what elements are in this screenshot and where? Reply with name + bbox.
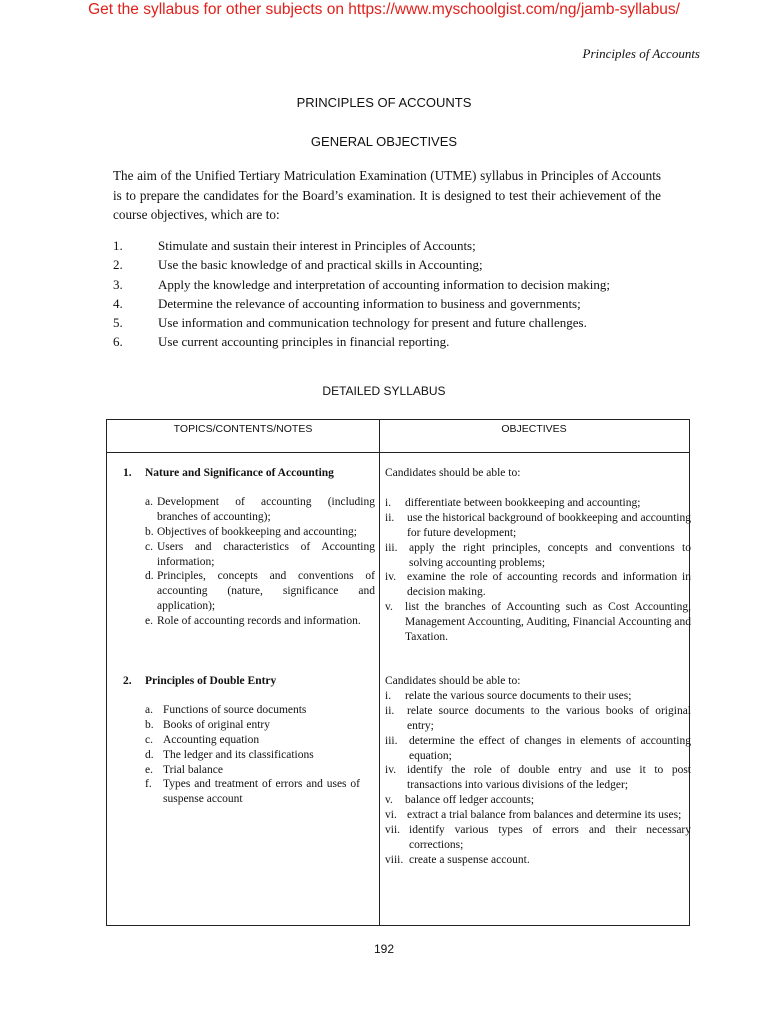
item-text: Users and characteristics of Accounting information; (157, 540, 375, 568)
item-marker: iv. (385, 764, 397, 777)
list-item (113, 313, 673, 332)
item-marker: d. (145, 748, 154, 761)
item-text: Objectives of bookkeeping and accounting; (157, 525, 357, 538)
item-text: relate source documents to the various books of original entry; (407, 704, 691, 732)
header-divider (107, 452, 689, 453)
item-marker: i. (385, 689, 392, 702)
general-objectives-list (113, 236, 673, 352)
item-marker: i. (385, 496, 392, 509)
column-header-topics: TOPICS/CONTENTS/NOTES (173, 423, 313, 435)
syllabus-link-banner[interactable] (0, 0, 768, 20)
item-text: Use information and communication technology for present and future challenges. (158, 315, 587, 331)
item-text: Types and treatment of errors and uses of suspense account (163, 778, 360, 806)
page-title: PRINCIPLES OF ACCOUNTS (296, 95, 472, 110)
detailed-syllabus-heading: DETAILED SYLLABUS (322, 384, 446, 398)
item-text: Development of accounting (including branches of accounting); (157, 495, 375, 523)
item-text: Apply the knowledge and interpretation of accounting information to decision making; (158, 276, 610, 292)
item-marker: iii. (385, 541, 398, 554)
item-marker: v. (385, 794, 393, 807)
list-item (145, 733, 360, 748)
topic-title (123, 466, 375, 481)
list-item (385, 541, 691, 571)
list-item (145, 777, 360, 807)
general-objectives-heading: GENERAL OBJECTIVES (310, 134, 458, 149)
item-marker: ii. (385, 511, 395, 524)
list-item (113, 294, 673, 313)
item-text: apply the right principles, concepts and conventions to solving accounting problems; (409, 541, 691, 569)
item-text: extract a trial balance from balances and determine its uses; (407, 809, 682, 822)
item-text: Accounting equation (163, 733, 260, 746)
objectives-lead: Candidates should be able to: (385, 467, 521, 479)
objectives-lead: Candidates should be able to: (385, 675, 521, 687)
topic-title-text: Nature and Significance of Accounting (145, 467, 334, 479)
column-divider (379, 420, 380, 925)
item-text: create a suspense account. (409, 853, 530, 866)
list-item (385, 570, 691, 600)
list-item (113, 275, 673, 294)
item-text: Stimulate and sustain their interest in Principles of Accounts; (158, 238, 476, 253)
item-marker: a. (145, 495, 153, 508)
list-item (385, 704, 691, 734)
list-item (145, 748, 360, 763)
page-number: 192 (373, 942, 395, 956)
item-text: determine the effect of changes in elements of accounting equation; (409, 734, 691, 762)
list-item (385, 808, 691, 823)
list-item (113, 255, 673, 274)
item-marker: iv. (385, 571, 397, 584)
item-text: Books of original entry (163, 718, 270, 731)
item-text: balance off ledger accounts; (405, 794, 535, 807)
topic-number: 1. (123, 467, 132, 479)
item-text: list the branches of Accounting such as Cost Accounting, Management Accounting, Auditing, Financial Accounting and Taxation. (405, 601, 691, 644)
topic-cell (123, 674, 375, 807)
item-text: Principles, concepts and conventions of accounting (nature, significance and application); (157, 570, 375, 613)
list-item (145, 718, 360, 733)
syllabus-link[interactable]: Get the syllabus for other subjects on https://www.myschoolgist.com/ng/jamb-syllabus/ (88, 1, 680, 18)
column-header-objectives: OBJECTIVES (501, 423, 567, 435)
objectives-cell (385, 674, 691, 868)
objectives-list (385, 496, 691, 645)
item-number: 6. (113, 334, 123, 350)
list-item (385, 496, 691, 511)
item-marker: c. (145, 733, 153, 746)
list-item (113, 236, 673, 255)
list-item (145, 540, 375, 570)
item-marker: vi. (385, 809, 397, 822)
item-text: Functions of source documents (163, 703, 307, 716)
syllabus-table (106, 419, 690, 926)
list-item (145, 525, 375, 540)
list-item (385, 793, 691, 808)
item-marker: ii. (385, 704, 395, 717)
topic-title (123, 674, 375, 689)
contents-list (145, 703, 360, 807)
item-number: 1. (113, 238, 123, 253)
item-text: Trial balance (163, 763, 223, 776)
item-marker: b. (145, 718, 154, 731)
list-item (113, 332, 673, 351)
list-item (145, 495, 375, 525)
item-text: identify the role of double entry and use it to post transactions into various divisions of the ledger; (407, 764, 691, 792)
item-number: 4. (113, 295, 123, 311)
list-item (145, 703, 360, 718)
item-text: Determine the relevance of accounting information to business and governments; (158, 295, 581, 311)
item-text: Role of accounting records and information. (157, 615, 361, 628)
item-number: 5. (113, 315, 123, 331)
item-marker: e. (145, 615, 153, 628)
item-text: use the historical background of bookkeeping and accounting for future development; (407, 511, 691, 539)
item-text: differentiate between bookkeeping and accounting; (405, 496, 641, 509)
item-marker: a. (145, 703, 153, 716)
item-text: identify various types of errors and their necessary corrections; (409, 824, 691, 851)
list-item (145, 763, 360, 778)
intro-paragraph: The aim of the Unified Tertiary Matriculation Examination (UTME) syllabus in Principles of Accounts is to prepare the candidates for the Board’s examination. It is designed to test their achievement of the course objectives, which are to: (113, 168, 661, 222)
topic-cell (123, 466, 375, 629)
topic-number: 2. (123, 675, 132, 687)
list-item (385, 853, 691, 868)
item-marker: v. (385, 601, 393, 614)
list-item (145, 569, 375, 614)
item-text: Use the basic knowledge of and practical skills in Accounting; (158, 257, 483, 273)
list-item (385, 823, 691, 853)
item-marker: b. (145, 525, 154, 538)
list-item (385, 734, 691, 764)
list-item (385, 689, 691, 704)
item-marker: iii. (385, 734, 398, 747)
item-number: 3. (113, 276, 123, 292)
item-text: The ledger and its classifications (163, 748, 314, 761)
item-marker: viii. (385, 853, 404, 866)
list-item (385, 600, 691, 645)
item-number: 2. (113, 257, 123, 273)
objectives-list (385, 689, 691, 868)
list-item (385, 763, 691, 793)
list-item (385, 511, 691, 541)
item-marker: e. (145, 763, 153, 776)
item-marker: vii. (385, 824, 401, 837)
item-text: relate the various source documents to their uses; (405, 689, 632, 702)
item-marker: d. (145, 570, 154, 583)
item-marker: c. (145, 540, 153, 553)
topic-title-text: Principles of Double Entry (145, 675, 277, 687)
item-text: Use current accounting principles in financial reporting. (158, 334, 450, 350)
contents-list (145, 495, 375, 629)
running-head: Principles of Accounts (582, 46, 700, 61)
objectives-cell (385, 466, 691, 645)
list-item (145, 614, 375, 629)
item-text: examine the role of accounting records and information in decision making. (407, 571, 691, 599)
item-marker: f. (145, 778, 152, 791)
